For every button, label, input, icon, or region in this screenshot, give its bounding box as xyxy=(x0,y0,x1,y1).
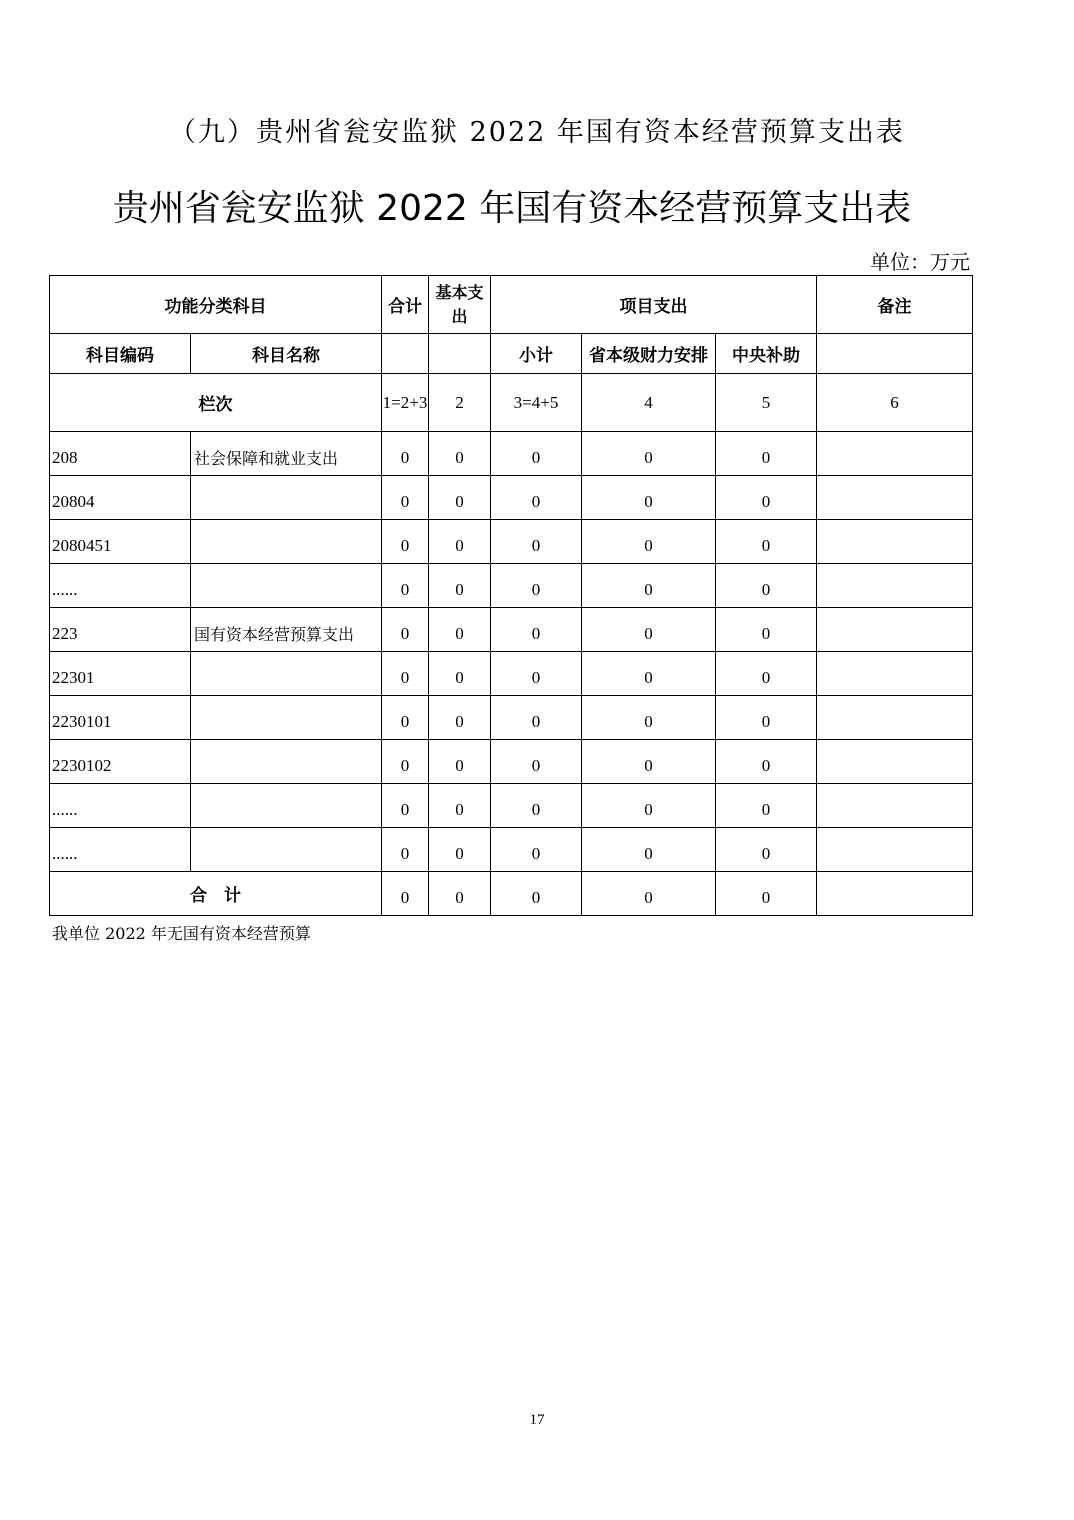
row-basic: 0 xyxy=(429,696,491,740)
row-name xyxy=(191,476,382,520)
header-provincial-arrangement: 省本级财力安排 xyxy=(582,334,716,374)
header-empty-cell xyxy=(429,334,491,374)
header-functional-category: 功能分类科目 xyxy=(50,276,382,334)
row-subtotal: 0 xyxy=(491,564,582,608)
row-remarks xyxy=(817,696,973,740)
row-code: 2230101 xyxy=(50,696,191,740)
header-subtotal: 小计 xyxy=(491,334,582,374)
column-index-remarks: 6 xyxy=(817,374,973,432)
row-basic: 0 xyxy=(429,740,491,784)
row-remarks xyxy=(817,476,973,520)
row-central: 0 xyxy=(716,740,817,784)
unit-label: 单位：万元 xyxy=(870,250,970,274)
row-basic: 0 xyxy=(429,608,491,652)
row-subtotal: 0 xyxy=(491,652,582,696)
row-remarks xyxy=(817,564,973,608)
row-name xyxy=(191,652,382,696)
row-central: 0 xyxy=(716,608,817,652)
table-row xyxy=(50,828,973,872)
table-row xyxy=(50,696,973,740)
column-index-subtotal: 3=4+5 xyxy=(491,374,582,432)
row-basic: 0 xyxy=(429,520,491,564)
row-total: 0 xyxy=(382,608,429,652)
row-central: 0 xyxy=(716,696,817,740)
page-title: 贵州省瓮安监狱 2022 年国有资本经营预算支出表 xyxy=(112,188,912,229)
row-provincial: 0 xyxy=(582,520,716,564)
row-subtotal: 0 xyxy=(491,432,582,476)
row-code: 22301 xyxy=(50,652,191,696)
row-subtotal: 0 xyxy=(491,784,582,828)
row-subtotal: 0 xyxy=(491,740,582,784)
row-code: 2230102 xyxy=(50,740,191,784)
column-index-total: 1=2+3 xyxy=(382,374,429,432)
row-subtotal: 0 xyxy=(491,608,582,652)
total-row-remarks xyxy=(817,872,973,916)
row-basic: 0 xyxy=(429,476,491,520)
row-name xyxy=(191,520,382,564)
page-number: 17 xyxy=(529,1412,545,1428)
header-project-expenditure: 项目支出 xyxy=(491,276,817,334)
row-central: 0 xyxy=(716,652,817,696)
row-name xyxy=(191,784,382,828)
total-row-provincial: 0 xyxy=(582,872,716,916)
row-total: 0 xyxy=(382,564,429,608)
row-basic: 0 xyxy=(429,564,491,608)
row-code: ...... xyxy=(50,564,191,608)
footnote: 我单位 2022 年无国有资本经营预算 xyxy=(52,924,311,943)
row-central: 0 xyxy=(716,784,817,828)
row-central: 0 xyxy=(716,564,817,608)
column-index-central: 5 xyxy=(716,374,817,432)
row-provincial: 0 xyxy=(582,608,716,652)
row-provincial: 0 xyxy=(582,476,716,520)
row-remarks xyxy=(817,828,973,872)
row-total: 0 xyxy=(382,696,429,740)
row-subtotal: 0 xyxy=(491,520,582,564)
total-row-subtotal: 0 xyxy=(491,872,582,916)
row-subtotal: 0 xyxy=(491,828,582,872)
row-code: 208 xyxy=(50,432,191,476)
row-name: 社会保障和就业支出 xyxy=(191,432,382,476)
row-name xyxy=(191,564,382,608)
column-index-provincial: 4 xyxy=(582,374,716,432)
row-provincial: 0 xyxy=(582,696,716,740)
row-code: 2080451 xyxy=(50,520,191,564)
row-remarks xyxy=(817,432,973,476)
row-remarks xyxy=(817,520,973,564)
row-code: 223 xyxy=(50,608,191,652)
total-row-central: 0 xyxy=(716,872,817,916)
table-row xyxy=(50,608,973,652)
total-row xyxy=(50,872,973,916)
header-row-2 xyxy=(50,334,973,374)
row-basic: 0 xyxy=(429,432,491,476)
row-total: 0 xyxy=(382,828,429,872)
section-heading: （九）贵州省瓮安监狱 2022 年国有资本经营预算支出表 xyxy=(169,117,905,148)
table-row xyxy=(50,432,973,476)
row-code: ...... xyxy=(50,828,191,872)
header-empty-cell xyxy=(382,334,429,374)
table-row xyxy=(50,564,973,608)
row-code: 20804 xyxy=(50,476,191,520)
row-provincial: 0 xyxy=(582,564,716,608)
row-provincial: 0 xyxy=(582,652,716,696)
row-central: 0 xyxy=(716,520,817,564)
row-remarks xyxy=(817,740,973,784)
row-remarks xyxy=(817,652,973,696)
row-total: 0 xyxy=(382,432,429,476)
row-total: 0 xyxy=(382,520,429,564)
column-index-label: 栏次 xyxy=(50,374,382,432)
header-remarks: 备注 xyxy=(817,276,973,334)
row-central: 0 xyxy=(716,828,817,872)
row-name xyxy=(191,740,382,784)
table-row xyxy=(50,476,973,520)
total-row-basic: 0 xyxy=(429,872,491,916)
table-row xyxy=(50,784,973,828)
row-name xyxy=(191,828,382,872)
row-name xyxy=(191,696,382,740)
row-code: ...... xyxy=(50,784,191,828)
header-subject-code: 科目编码 xyxy=(50,334,191,374)
row-total: 0 xyxy=(382,652,429,696)
header-empty-cell xyxy=(817,334,973,374)
row-remarks xyxy=(817,608,973,652)
table-row xyxy=(50,652,973,696)
column-index-basic: 2 xyxy=(429,374,491,432)
row-provincial: 0 xyxy=(582,828,716,872)
table-row xyxy=(50,520,973,564)
row-central: 0 xyxy=(716,432,817,476)
row-total: 0 xyxy=(382,784,429,828)
row-total: 0 xyxy=(382,740,429,784)
header-total: 合计 xyxy=(382,276,429,334)
row-provincial: 0 xyxy=(582,432,716,476)
row-total: 0 xyxy=(382,476,429,520)
row-remarks xyxy=(817,784,973,828)
row-central: 0 xyxy=(716,476,817,520)
row-basic: 0 xyxy=(429,652,491,696)
row-basic: 0 xyxy=(429,784,491,828)
total-row-label: 合 计 xyxy=(50,872,382,916)
column-index-row xyxy=(50,374,973,432)
header-basic-expenditure: 基本支出 xyxy=(429,276,491,334)
row-name: 国有资本经营预算支出 xyxy=(191,608,382,652)
header-subject-name: 科目名称 xyxy=(191,334,382,374)
header-central-subsidy: 中央补助 xyxy=(716,334,817,374)
row-provincial: 0 xyxy=(582,740,716,784)
table-row xyxy=(50,740,973,784)
row-basic: 0 xyxy=(429,828,491,872)
row-subtotal: 0 xyxy=(491,476,582,520)
row-provincial: 0 xyxy=(582,784,716,828)
row-subtotal: 0 xyxy=(491,696,582,740)
budget-table xyxy=(49,275,973,916)
header-row-1 xyxy=(50,276,973,334)
total-row-total: 0 xyxy=(382,872,429,916)
